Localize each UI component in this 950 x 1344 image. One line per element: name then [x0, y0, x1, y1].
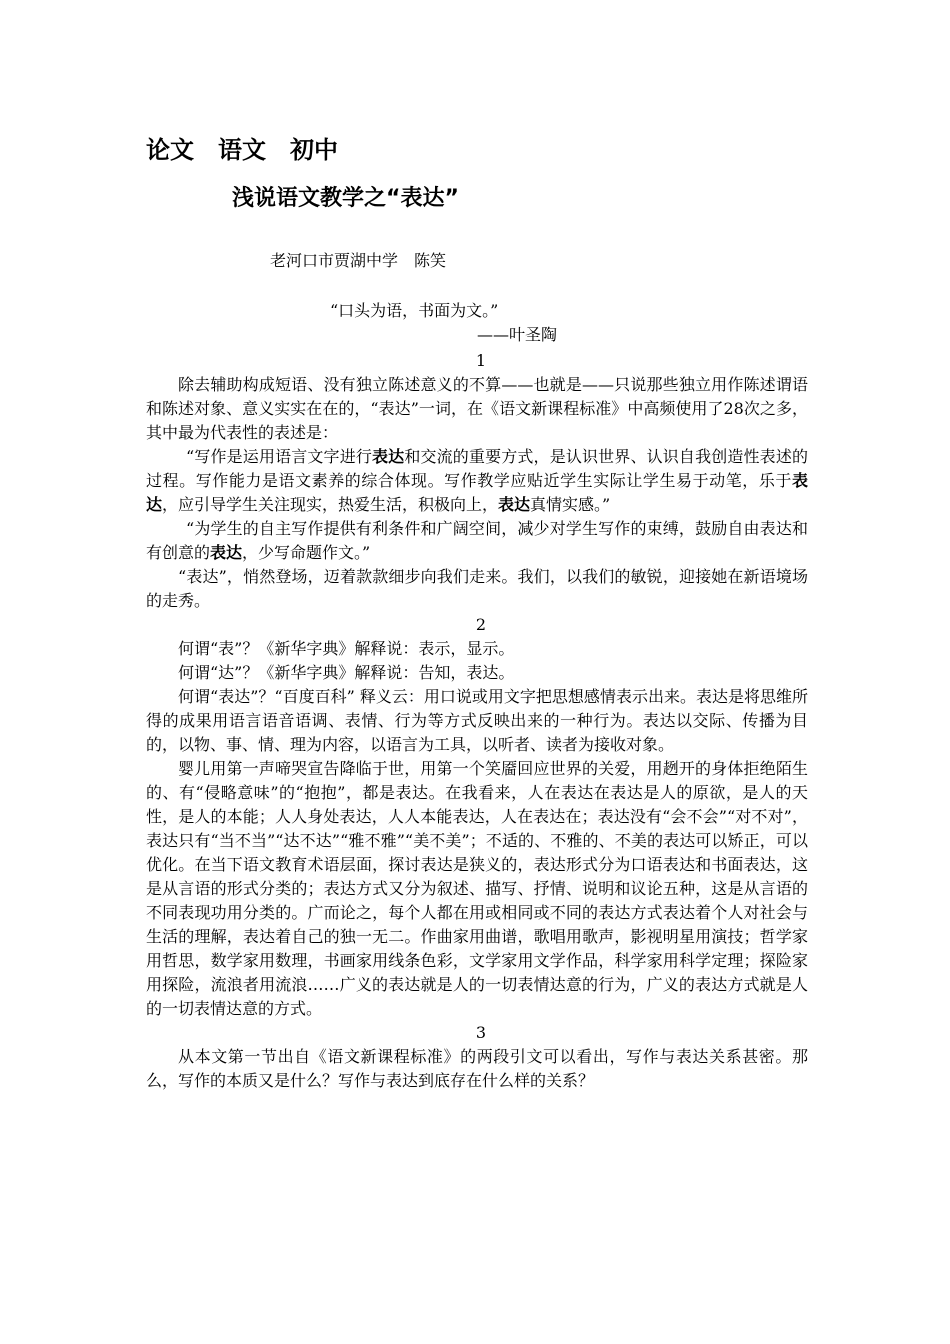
keyword-highlight: 表达	[210, 543, 243, 562]
quote-text: ，应引导学生关注现实，热爱生活，积极向上，	[162, 495, 499, 514]
epigraph-quote: “口头为语，书面为文。”	[330, 301, 499, 320]
epigraph-source: ——叶圣陶	[477, 325, 558, 344]
quote-text: 和交流的重要方式，是认识世界、认识自我创造性表述的过程。写作能力是语文素养的综合体现。写作教学应贴近学生实际让学生易于动笔，乐于	[146, 447, 808, 490]
paragraph: 婴儿用第一声啼哭宣告降临于世，用第一个笑靥回应世界的关爱，用趔开的身体拒绝陌生的、有“侵略意味”的“抱抱”，都是表达。在我看来，人在表达在表达是人的原欲，是人的天性，是人的本能；人人身处表达，人人本能表达，人在表达在；表达没有“会不会”“对不对”，表达只有“当不当”“达不达”“雅不雅”“美不美”；不适的、不雅的、不美的表达可以矫正，可以优化。在当下语文教育术语层面，探讨表达是狭义的，表达形式分为口语表达和书面表达，这是从言语的形式分类的；表达方式又分为叙述、描写、抒情、说明和议论五种，这是从言语的不同表现功用分类的。广而论之，每个人都在用或相同或不同的表达方式表达着个人对社会与生活的理解，表达着自己的独一无二。作曲家用曲谱，歌唱用歌声，影视明星用演技；哲学家用哲思，数学家用数理，书画家用线条色彩，文学家用文学作品，科学家用科学定理；探险家用探险，流浪者用流浪……广义的表达就是人的一切表情达意的行为，广义的表达方式就是人的一切表情达意的方式。	[146, 759, 808, 1018]
quote-text: “写作是运用语言文字进行	[186, 447, 373, 466]
author-line: 老河口市贾湖中学 陈笑	[270, 251, 447, 270]
category-tags: 论文 语文 初中	[146, 136, 338, 164]
keyword-highlight: 表达	[498, 495, 531, 514]
section-number-2: 2	[475, 615, 487, 634]
keyword-highlight: 表达	[372, 447, 405, 466]
keyword-highlight: 表达	[146, 471, 808, 514]
quote-paragraph	[146, 445, 808, 517]
paragraph: 何谓“表达”？“百度百科” 释义云：用口说或用文字把思想感情表示出来。表达是将思维所得的成果用语言语音语调、表情、行为等方式反映出来的一种行为。表达以交际、传播为目的，以物、事、情、理为内容，以语言为工具，以听者、读者为接收对象。	[146, 687, 808, 754]
article-body	[146, 349, 808, 1093]
article-title: 浅说语文教学之“表达”	[232, 186, 459, 211]
paragraph: 何谓“达”？《新华字典》解释说：告知，表达。	[178, 663, 515, 682]
paragraph: “表达”，悄然登场，迈着款款细步向我们走来。我们，以我们的敏锐，迎接她在新语境场的走秀。	[146, 567, 808, 610]
paragraph: 除去辅助构成短语、没有独立陈述意义的不算——也就是——只说那些独立用作陈述谓语和陈述对象、意义实实在在的，“表达”一词，在《语文新课程标准》中高频使用了28次之多，其中最为代表性的表述是：	[146, 375, 808, 442]
paragraph: 何谓“表”？《新华字典》解释说：表示，显示。	[178, 639, 515, 658]
quote-paragraph	[146, 517, 808, 565]
section-number-1: 1	[475, 351, 487, 370]
quote-text: ，少写命题作文。”	[242, 543, 371, 562]
section-number-3: 3	[475, 1023, 487, 1042]
quote-text: “为学生的自主写作提供有利条件和广阔空间，减少对学生写作的束缚，鼓励自由表达和有创意的	[146, 519, 808, 562]
quote-text: 真情实感。”	[530, 495, 611, 514]
paragraph: 从本文第一节出自《语文新课程标准》的两段引文可以看出，写作与表达关系甚密。那么，写作的本质又是什么？写作与表达到底存在什么样的关系？	[146, 1047, 808, 1090]
